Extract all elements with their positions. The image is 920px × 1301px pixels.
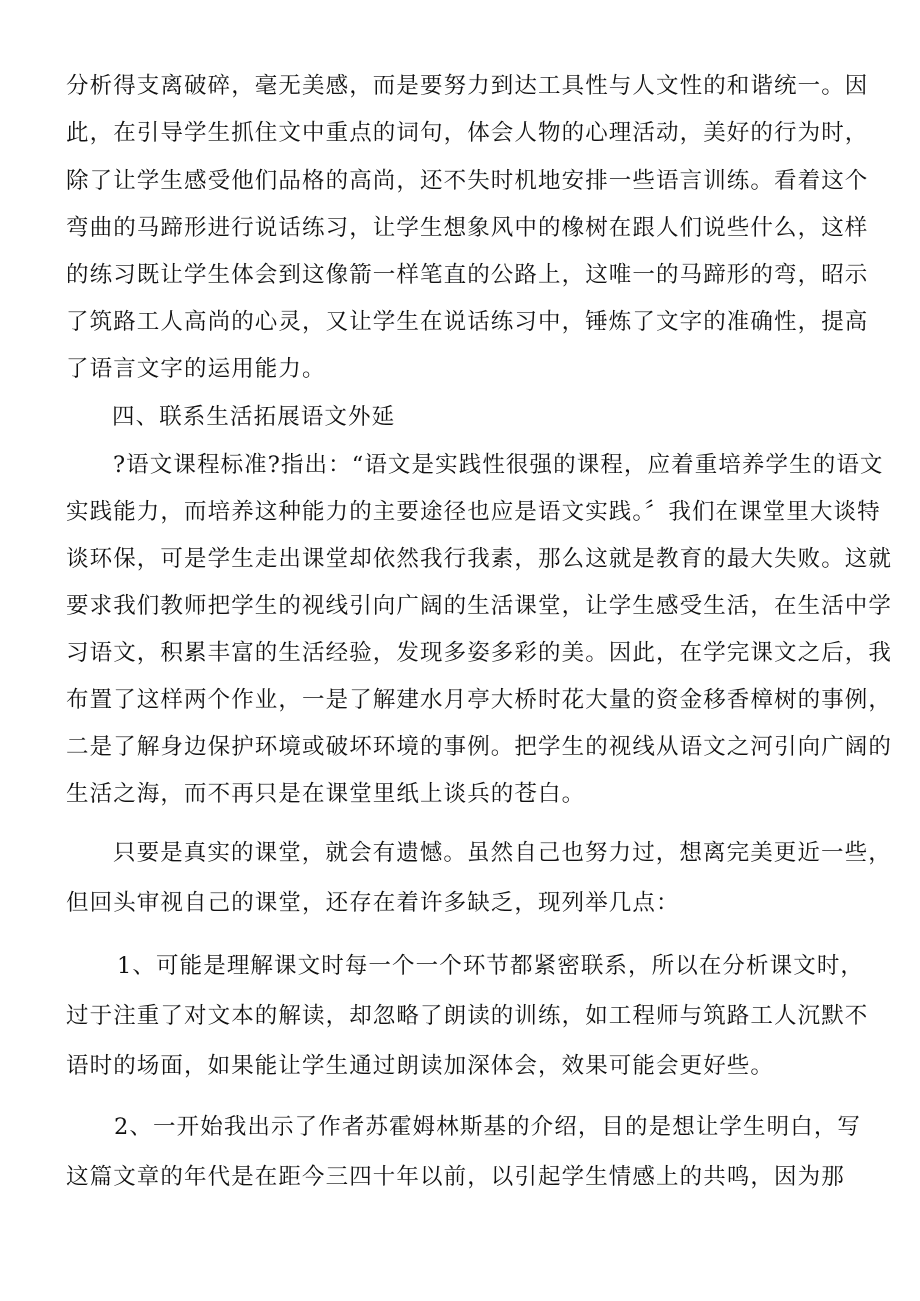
paragraph-line: 此，在引导学生抓住文中重点的词句，体会人物的心理活动，美好的行为时， bbox=[66, 120, 869, 146]
paragraph-line: 这篇文章的年代是在距今三四十年以前，以引起学生情感上的共鸣，因为那 bbox=[66, 1164, 845, 1190]
paragraph-line: 但回头审视自己的课堂，还存在着许多缺乏，现列举几点： bbox=[66, 890, 680, 916]
paragraph-line: 实践能力，而培养这种能力的主要途径也应是语文实践。〞我们在课堂里大谈特 bbox=[66, 499, 881, 525]
paragraph-line: ?语文课程标准?指出：“语文是实践性很强的课程，应着重培养学生的语文 bbox=[113, 452, 884, 478]
paragraph-line: 二是了解身边保护环境或破坏环境的事例。把学生的视线从语文之河引向广阔的 bbox=[66, 734, 893, 760]
paragraph-line: 了语言文字的运用能力。 bbox=[66, 356, 326, 382]
paragraph-line: 除了让学生感受他们品格的高尚，还不失时机地安排一些语言训练。看着这个 bbox=[66, 168, 869, 194]
paragraph-line: 只要是真实的课堂，就会有遗憾。虽然自己也努力过，想离完美更近一些， bbox=[113, 840, 892, 866]
paragraph-line: 生活之海，而不再只是在课堂里纸上谈兵的苍白。 bbox=[66, 781, 586, 807]
paragraph-line: 了筑路工人高尚的心灵，又让学生在说话练习中，锤炼了文字的准确性，提高 bbox=[66, 309, 869, 335]
paragraph-line: 分析得支离破碎，毫无美感，而是要努力到达工具性与人文性的和谐统一。因 bbox=[66, 73, 869, 99]
paragraph-line: 过于注重了对文本的解读，却忽略了朗读的训练，如工程师与筑路工人沉默不 bbox=[66, 1003, 869, 1029]
list-item-line: 2、一开始我出示了作者苏霍姆林斯基的介绍，目的是想让学生明白，写 bbox=[114, 1114, 862, 1140]
paragraph-line: 弯曲的马蹄形进行说话练习，让学生想象风中的橡树在跟人们说些什么，这样 bbox=[66, 215, 869, 241]
section-heading: 四、联系生活拓展语文外延 bbox=[112, 404, 396, 430]
paragraph-line: 要求我们教师把学生的视线引向广阔的生活课堂，让学生感受生活，在生活中学 bbox=[66, 593, 893, 619]
paragraph-line: 布置了这样两个作业，一是了解建水月亭大桥时花大量的资金移香樟树的事例， bbox=[66, 687, 893, 713]
paragraph-line: 的练习既让学生体会到这像箭一样笔直的公路上，这唯一的马蹄形的弯，昭示 bbox=[66, 262, 869, 288]
paragraph-line: 习语文，积累丰富的生活经验，发现多姿多彩的美。因此，在学完课文之后，我 bbox=[66, 640, 893, 666]
paragraph-line: 语时的场面，如果能让学生通过朗读加深体会，效果可能会更好些。 bbox=[66, 1053, 775, 1079]
paragraph-line: 谈环保，可是学生走出课堂却依然我行我素，那么这就是教育的最大失败。这就 bbox=[66, 546, 893, 572]
list-item-line: 1、可能是理解课文时每一个一个环节都紧密联系，所以在分析课文时， bbox=[117, 953, 865, 979]
